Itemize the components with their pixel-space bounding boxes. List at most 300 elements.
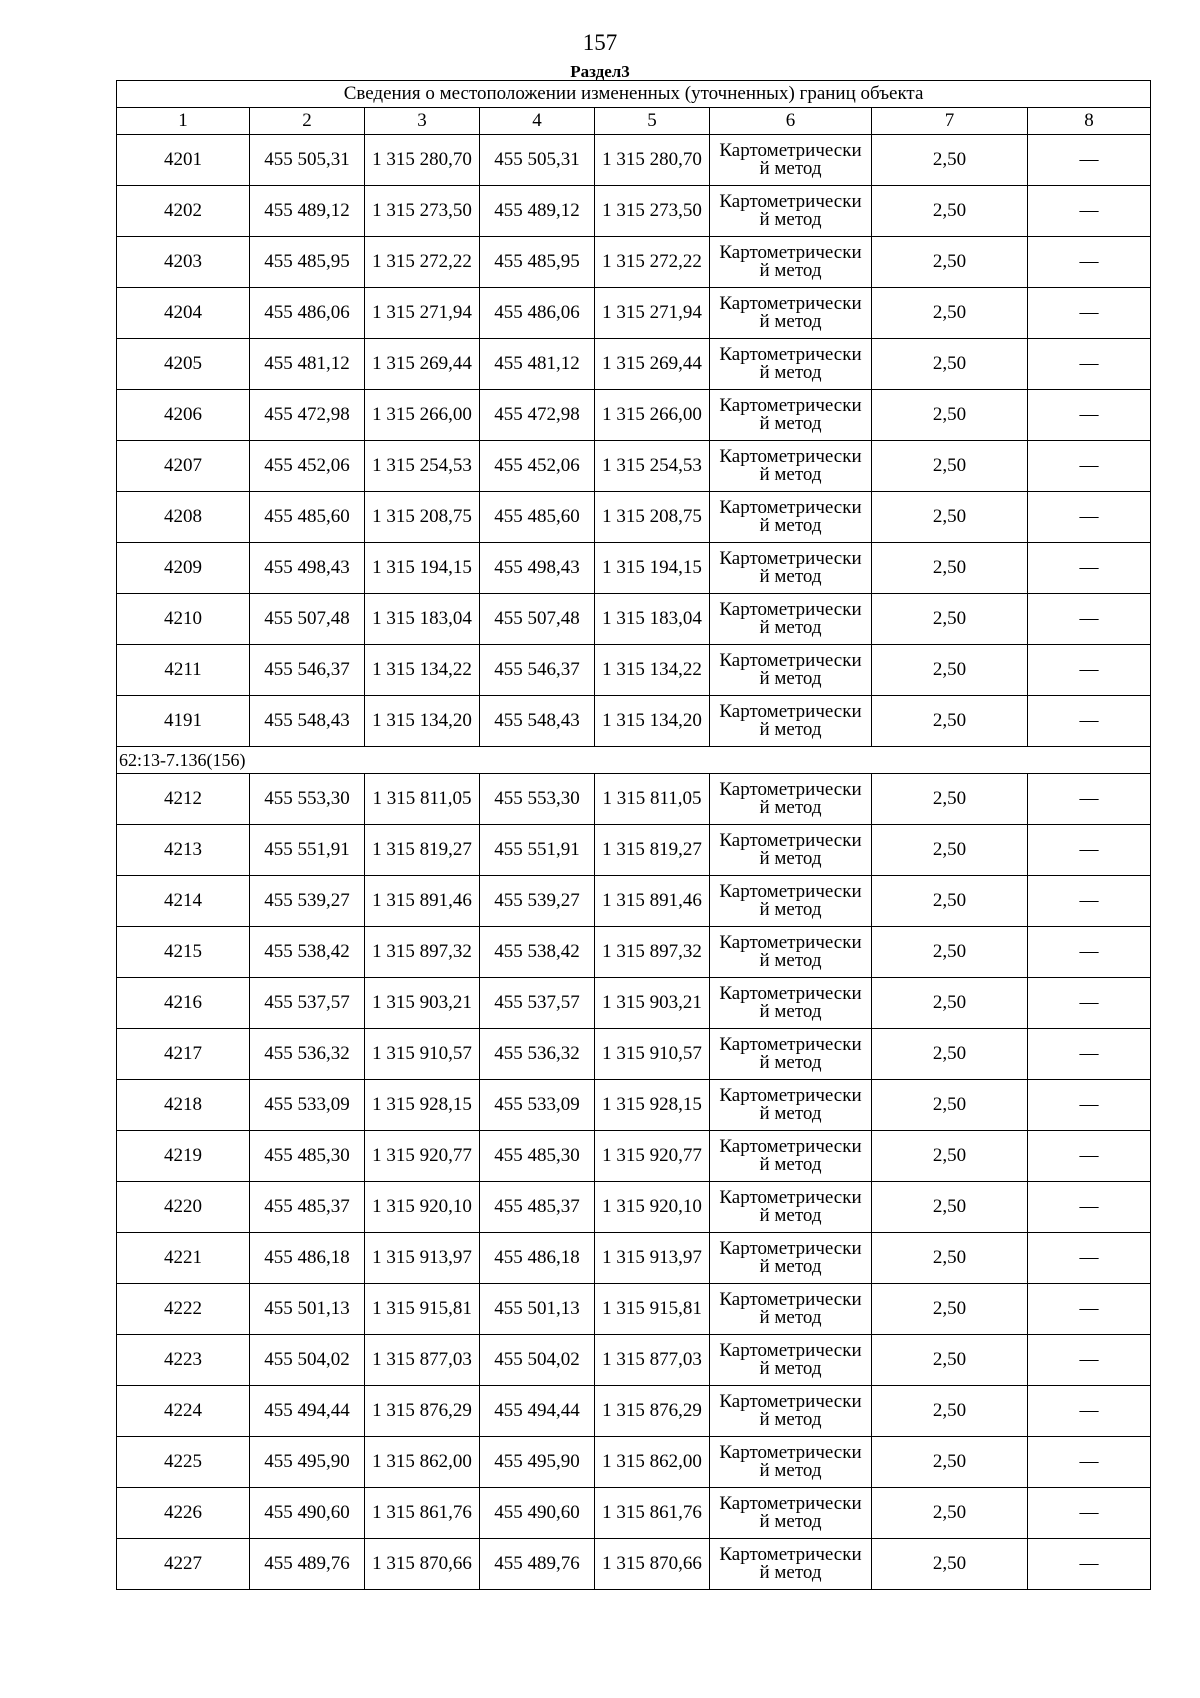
method-line: Картометрически xyxy=(719,779,862,800)
method-cell xyxy=(710,186,872,237)
old-x-cell: 455 495,90 xyxy=(250,1437,365,1488)
new-x-cell: 455 486,18 xyxy=(480,1233,595,1284)
table-row xyxy=(117,978,1151,1029)
old-x-cell: 455 489,12 xyxy=(250,186,365,237)
method-line: й метод xyxy=(759,311,822,332)
table-row xyxy=(117,1437,1151,1488)
method-cell xyxy=(710,696,872,747)
method-line: Картометрически xyxy=(719,1034,862,1055)
method-cell xyxy=(710,288,872,339)
table-row xyxy=(117,1029,1151,1080)
accuracy-cell: 2,50 xyxy=(872,696,1028,747)
new-x-cell: 455 485,95 xyxy=(480,237,595,288)
old-x-cell: 455 481,12 xyxy=(250,339,365,390)
new-y-cell: 1 315 876,29 xyxy=(595,1386,710,1437)
method-line: й метод xyxy=(759,1052,822,1073)
new-x-cell: 455 533,09 xyxy=(480,1080,595,1131)
coordinates-table xyxy=(116,80,1151,1590)
table-row xyxy=(117,1233,1151,1284)
old-x-cell: 455 533,09 xyxy=(250,1080,365,1131)
method-line: Картометрически xyxy=(719,983,862,1004)
old-x-cell: 455 537,57 xyxy=(250,978,365,1029)
page-number: 157 xyxy=(582,30,618,55)
old-y-cell: 1 315 819,27 xyxy=(365,825,480,876)
new-x-cell: 455 485,30 xyxy=(480,1131,595,1182)
point-number-cell: 4217 xyxy=(117,1029,250,1080)
table-row xyxy=(117,876,1151,927)
table-row xyxy=(117,774,1151,825)
method-line: Картометрически xyxy=(719,1493,862,1514)
new-y-cell: 1 315 897,32 xyxy=(595,927,710,978)
accuracy-cell: 2,50 xyxy=(872,339,1028,390)
accuracy-cell: 2,50 xyxy=(872,543,1028,594)
method-line: Картометрически xyxy=(719,140,862,161)
table-row xyxy=(117,1386,1151,1437)
note-cell: — xyxy=(1028,135,1151,186)
new-x-cell: 455 495,90 xyxy=(480,1437,595,1488)
accuracy-cell: 2,50 xyxy=(872,594,1028,645)
old-x-cell: 455 553,30 xyxy=(250,774,365,825)
method-line: Картометрически xyxy=(719,650,862,671)
method-cell xyxy=(710,1539,872,1590)
new-x-cell: 455 536,32 xyxy=(480,1029,595,1080)
method-line: Картометрически xyxy=(719,1136,862,1157)
accuracy-cell: 2,50 xyxy=(872,1182,1028,1233)
method-line: Картометрически xyxy=(719,830,862,851)
table-row xyxy=(117,390,1151,441)
new-y-cell: 1 315 273,50 xyxy=(595,186,710,237)
group-row xyxy=(117,747,1151,774)
point-number-cell: 4222 xyxy=(117,1284,250,1335)
point-number-cell: 4213 xyxy=(117,825,250,876)
method-line: й метод xyxy=(759,1409,822,1430)
method-line: Картометрически xyxy=(719,242,862,263)
new-x-cell: 455 498,43 xyxy=(480,543,595,594)
note-cell: — xyxy=(1028,645,1151,696)
method-line: й метод xyxy=(759,1103,822,1124)
note-cell: — xyxy=(1028,1488,1151,1539)
accuracy-cell: 2,50 xyxy=(872,135,1028,186)
note-cell: — xyxy=(1028,978,1151,1029)
accuracy-cell: 2,50 xyxy=(872,1386,1028,1437)
old-x-cell: 455 548,43 xyxy=(250,696,365,747)
column-number: 1 xyxy=(117,108,250,135)
old-x-cell: 455 472,98 xyxy=(250,390,365,441)
method-cell xyxy=(710,1335,872,1386)
new-y-cell: 1 315 254,53 xyxy=(595,441,710,492)
method-line: й метод xyxy=(759,209,822,230)
old-x-cell: 455 498,43 xyxy=(250,543,365,594)
point-number-cell: 4218 xyxy=(117,1080,250,1131)
method-line: Картометрически xyxy=(719,293,862,314)
point-number-cell: 4215 xyxy=(117,927,250,978)
new-y-cell: 1 315 194,15 xyxy=(595,543,710,594)
table-row xyxy=(117,594,1151,645)
method-line: й метод xyxy=(759,719,822,740)
column-number: 5 xyxy=(595,108,710,135)
method-line: Картометрически xyxy=(719,1085,862,1106)
method-line: й метод xyxy=(759,1562,822,1583)
method-cell xyxy=(710,594,872,645)
old-y-cell: 1 315 920,10 xyxy=(365,1182,480,1233)
method-line: Картометрически xyxy=(719,599,862,620)
method-cell xyxy=(710,1233,872,1284)
new-x-cell: 455 505,31 xyxy=(480,135,595,186)
note-cell: — xyxy=(1028,876,1151,927)
point-number-cell: 4206 xyxy=(117,390,250,441)
method-cell xyxy=(710,339,872,390)
point-number-cell: 4210 xyxy=(117,594,250,645)
method-line: й метод xyxy=(759,1307,822,1328)
new-y-cell: 1 315 920,77 xyxy=(595,1131,710,1182)
old-y-cell: 1 315 266,00 xyxy=(365,390,480,441)
old-y-cell: 1 315 891,46 xyxy=(365,876,480,927)
method-line: Картометрически xyxy=(719,1289,862,1310)
method-cell xyxy=(710,876,872,927)
new-y-cell: 1 315 134,20 xyxy=(595,696,710,747)
table-row xyxy=(117,1284,1151,1335)
method-line: й метод xyxy=(759,413,822,434)
column-number-row xyxy=(117,108,1151,135)
method-line: й метод xyxy=(759,158,822,179)
new-x-cell: 455 489,76 xyxy=(480,1539,595,1590)
method-cell xyxy=(710,390,872,441)
column-number: 2 xyxy=(250,108,365,135)
old-y-cell: 1 315 280,70 xyxy=(365,135,480,186)
method-cell xyxy=(710,825,872,876)
method-line: Картометрически xyxy=(719,497,862,518)
point-number-cell: 4225 xyxy=(117,1437,250,1488)
method-line: й метод xyxy=(759,668,822,689)
column-number: 4 xyxy=(480,108,595,135)
method-line: Картометрически xyxy=(719,548,862,569)
old-x-cell: 455 538,42 xyxy=(250,927,365,978)
new-y-cell: 1 315 910,57 xyxy=(595,1029,710,1080)
point-number-cell: 4209 xyxy=(117,543,250,594)
method-line: й метод xyxy=(759,848,822,869)
table-row xyxy=(117,1182,1151,1233)
new-x-cell: 455 481,12 xyxy=(480,339,595,390)
old-y-cell: 1 315 271,94 xyxy=(365,288,480,339)
new-x-cell: 455 485,60 xyxy=(480,492,595,543)
new-y-cell: 1 315 266,00 xyxy=(595,390,710,441)
point-number-cell: 4224 xyxy=(117,1386,250,1437)
table-caption: Сведения о местоположении измененных (уточненных) границ объекта xyxy=(117,81,1151,108)
old-y-cell: 1 315 910,57 xyxy=(365,1029,480,1080)
point-number-cell: 4212 xyxy=(117,774,250,825)
table-row xyxy=(117,186,1151,237)
method-line: Картометрически xyxy=(719,1187,862,1208)
point-number-cell: 4202 xyxy=(117,186,250,237)
old-x-cell: 455 504,02 xyxy=(250,1335,365,1386)
method-cell xyxy=(710,978,872,1029)
old-y-cell: 1 315 862,00 xyxy=(365,1437,480,1488)
method-line: й метод xyxy=(759,1001,822,1022)
method-line: й метод xyxy=(759,515,822,536)
new-y-cell: 1 315 208,75 xyxy=(595,492,710,543)
method-line: Картометрически xyxy=(719,395,862,416)
method-line: й метод xyxy=(759,1205,822,1226)
old-y-cell: 1 315 254,53 xyxy=(365,441,480,492)
accuracy-cell: 2,50 xyxy=(872,1080,1028,1131)
new-y-cell: 1 315 903,21 xyxy=(595,978,710,1029)
new-y-cell: 1 315 861,76 xyxy=(595,1488,710,1539)
method-cell xyxy=(710,492,872,543)
new-x-cell: 455 551,91 xyxy=(480,825,595,876)
method-cell xyxy=(710,1437,872,1488)
accuracy-cell: 2,50 xyxy=(872,1029,1028,1080)
table-row xyxy=(117,237,1151,288)
method-line: Картометрически xyxy=(719,1544,862,1565)
note-cell: — xyxy=(1028,1539,1151,1590)
note-cell: — xyxy=(1028,543,1151,594)
new-y-cell: 1 315 134,22 xyxy=(595,645,710,696)
note-cell: — xyxy=(1028,774,1151,825)
note-cell: — xyxy=(1028,1182,1151,1233)
new-y-cell: 1 315 915,81 xyxy=(595,1284,710,1335)
new-y-cell: 1 315 891,46 xyxy=(595,876,710,927)
point-number-cell: 4205 xyxy=(117,339,250,390)
old-x-cell: 455 501,13 xyxy=(250,1284,365,1335)
old-y-cell: 1 315 920,77 xyxy=(365,1131,480,1182)
point-number-cell: 4226 xyxy=(117,1488,250,1539)
old-x-cell: 455 489,76 xyxy=(250,1539,365,1590)
new-x-cell: 455 485,37 xyxy=(480,1182,595,1233)
new-y-cell: 1 315 877,03 xyxy=(595,1335,710,1386)
table-row xyxy=(117,1335,1151,1386)
note-cell: — xyxy=(1028,1029,1151,1080)
point-number-cell: 4211 xyxy=(117,645,250,696)
accuracy-cell: 2,50 xyxy=(872,774,1028,825)
accuracy-cell: 2,50 xyxy=(872,1335,1028,1386)
new-x-cell: 455 494,44 xyxy=(480,1386,595,1437)
accuracy-cell: 2,50 xyxy=(872,186,1028,237)
new-y-cell: 1 315 913,97 xyxy=(595,1233,710,1284)
old-y-cell: 1 315 194,15 xyxy=(365,543,480,594)
accuracy-cell: 2,50 xyxy=(872,1284,1028,1335)
note-cell: — xyxy=(1028,441,1151,492)
accuracy-cell: 2,50 xyxy=(872,1233,1028,1284)
method-line: Картометрически xyxy=(719,344,862,365)
old-y-cell: 1 315 134,22 xyxy=(365,645,480,696)
new-y-cell: 1 315 269,44 xyxy=(595,339,710,390)
note-cell: — xyxy=(1028,390,1151,441)
method-line: й метод xyxy=(759,566,822,587)
column-number: 8 xyxy=(1028,108,1151,135)
table-row xyxy=(117,1131,1151,1182)
point-number-cell: 4204 xyxy=(117,288,250,339)
new-y-cell: 1 315 811,05 xyxy=(595,774,710,825)
method-cell xyxy=(710,1284,872,1335)
method-line: Картометрически xyxy=(719,191,862,212)
old-y-cell: 1 315 272,22 xyxy=(365,237,480,288)
method-line: й метод xyxy=(759,1154,822,1175)
new-x-cell: 455 486,06 xyxy=(480,288,595,339)
note-cell: — xyxy=(1028,492,1151,543)
column-number: 7 xyxy=(872,108,1028,135)
note-cell: — xyxy=(1028,339,1151,390)
old-y-cell: 1 315 134,20 xyxy=(365,696,480,747)
method-line: й метод xyxy=(759,1256,822,1277)
old-y-cell: 1 315 273,50 xyxy=(365,186,480,237)
new-x-cell: 455 504,02 xyxy=(480,1335,595,1386)
accuracy-cell: 2,50 xyxy=(872,1488,1028,1539)
new-y-cell: 1 315 928,15 xyxy=(595,1080,710,1131)
old-y-cell: 1 315 897,32 xyxy=(365,927,480,978)
old-y-cell: 1 315 928,15 xyxy=(365,1080,480,1131)
old-x-cell: 455 486,18 xyxy=(250,1233,365,1284)
new-y-cell: 1 315 183,04 xyxy=(595,594,710,645)
new-y-cell: 1 315 862,00 xyxy=(595,1437,710,1488)
old-y-cell: 1 315 269,44 xyxy=(365,339,480,390)
old-y-cell: 1 315 876,29 xyxy=(365,1386,480,1437)
table-row xyxy=(117,1539,1151,1590)
new-x-cell: 455 452,06 xyxy=(480,441,595,492)
old-y-cell: 1 315 877,03 xyxy=(365,1335,480,1386)
method-cell xyxy=(710,237,872,288)
method-line: Картометрически xyxy=(719,1340,862,1361)
note-cell: — xyxy=(1028,825,1151,876)
accuracy-cell: 2,50 xyxy=(872,645,1028,696)
old-y-cell: 1 315 861,76 xyxy=(365,1488,480,1539)
accuracy-cell: 2,50 xyxy=(872,927,1028,978)
note-cell: — xyxy=(1028,1131,1151,1182)
accuracy-cell: 2,50 xyxy=(872,441,1028,492)
note-cell: — xyxy=(1028,186,1151,237)
accuracy-cell: 2,50 xyxy=(872,288,1028,339)
method-line: Картометрически xyxy=(719,1391,862,1412)
group-label: 62:13-7.136(156) xyxy=(117,747,1151,774)
point-number-cell: 4220 xyxy=(117,1182,250,1233)
old-x-cell: 455 485,30 xyxy=(250,1131,365,1182)
method-line: й метод xyxy=(759,950,822,971)
new-x-cell: 455 501,13 xyxy=(480,1284,595,1335)
table-row xyxy=(117,543,1151,594)
point-number-cell: 4227 xyxy=(117,1539,250,1590)
accuracy-cell: 2,50 xyxy=(872,876,1028,927)
old-x-cell: 455 505,31 xyxy=(250,135,365,186)
method-line: й метод xyxy=(759,464,822,485)
method-cell xyxy=(710,1488,872,1539)
old-x-cell: 455 539,27 xyxy=(250,876,365,927)
table-row xyxy=(117,441,1151,492)
table-row xyxy=(117,339,1151,390)
old-y-cell: 1 315 208,75 xyxy=(365,492,480,543)
method-cell xyxy=(710,645,872,696)
new-x-cell: 455 538,42 xyxy=(480,927,595,978)
method-line: Картометрически xyxy=(719,932,862,953)
method-cell xyxy=(710,135,872,186)
point-number-cell: 4207 xyxy=(117,441,250,492)
old-y-cell: 1 315 811,05 xyxy=(365,774,480,825)
new-x-cell: 455 548,43 xyxy=(480,696,595,747)
section-title: Раздел3 xyxy=(570,62,630,81)
new-y-cell: 1 315 271,94 xyxy=(595,288,710,339)
method-cell xyxy=(710,543,872,594)
method-line: й метод xyxy=(759,797,822,818)
method-line: й метод xyxy=(759,1460,822,1481)
table-body xyxy=(117,135,1151,1590)
method-line: Картометрически xyxy=(719,701,862,722)
table-row xyxy=(117,1488,1151,1539)
method-line: Картометрически xyxy=(719,1238,862,1259)
note-cell: — xyxy=(1028,696,1151,747)
new-x-cell: 455 507,48 xyxy=(480,594,595,645)
method-line: й метод xyxy=(759,1511,822,1532)
method-cell xyxy=(710,1182,872,1233)
note-cell: — xyxy=(1028,1386,1151,1437)
note-cell: — xyxy=(1028,1284,1151,1335)
method-cell xyxy=(710,774,872,825)
method-cell xyxy=(710,1131,872,1182)
method-line: Картометрически xyxy=(719,881,862,902)
new-x-cell: 455 472,98 xyxy=(480,390,595,441)
old-y-cell: 1 315 913,97 xyxy=(365,1233,480,1284)
new-y-cell: 1 315 920,10 xyxy=(595,1182,710,1233)
old-y-cell: 1 315 903,21 xyxy=(365,978,480,1029)
new-x-cell: 455 553,30 xyxy=(480,774,595,825)
new-x-cell: 455 546,37 xyxy=(480,645,595,696)
point-number-cell: 4221 xyxy=(117,1233,250,1284)
old-y-cell: 1 315 870,66 xyxy=(365,1539,480,1590)
note-cell: — xyxy=(1028,927,1151,978)
new-x-cell: 455 490,60 xyxy=(480,1488,595,1539)
method-cell xyxy=(710,1080,872,1131)
point-number-cell: 4201 xyxy=(117,135,250,186)
table-row xyxy=(117,288,1151,339)
old-x-cell: 455 485,95 xyxy=(250,237,365,288)
table-row xyxy=(117,825,1151,876)
old-x-cell: 455 536,32 xyxy=(250,1029,365,1080)
accuracy-cell: 2,50 xyxy=(872,1131,1028,1182)
accuracy-cell: 2,50 xyxy=(872,1437,1028,1488)
note-cell: — xyxy=(1028,237,1151,288)
method-cell xyxy=(710,927,872,978)
new-x-cell: 455 489,12 xyxy=(480,186,595,237)
table-row xyxy=(117,135,1151,186)
new-x-cell: 455 537,57 xyxy=(480,978,595,1029)
note-cell: — xyxy=(1028,1437,1151,1488)
method-line: Картометрически xyxy=(719,1442,862,1463)
point-number-cell: 4223 xyxy=(117,1335,250,1386)
note-cell: — xyxy=(1028,1080,1151,1131)
table-row xyxy=(117,927,1151,978)
point-number-cell: 4219 xyxy=(117,1131,250,1182)
old-x-cell: 455 485,37 xyxy=(250,1182,365,1233)
method-line: Картометрически xyxy=(719,446,862,467)
column-number: 6 xyxy=(710,108,872,135)
table-row xyxy=(117,696,1151,747)
method-cell xyxy=(710,1029,872,1080)
old-x-cell: 455 494,44 xyxy=(250,1386,365,1437)
accuracy-cell: 2,50 xyxy=(872,1539,1028,1590)
table-row xyxy=(117,1080,1151,1131)
method-cell xyxy=(710,1386,872,1437)
method-line: й метод xyxy=(759,617,822,638)
new-y-cell: 1 315 280,70 xyxy=(595,135,710,186)
table-row xyxy=(117,645,1151,696)
note-cell: — xyxy=(1028,594,1151,645)
point-number-cell: 4191 xyxy=(117,696,250,747)
method-cell xyxy=(710,441,872,492)
method-line: й метод xyxy=(759,362,822,383)
old-x-cell: 455 485,60 xyxy=(250,492,365,543)
note-cell: — xyxy=(1028,288,1151,339)
old-y-cell: 1 315 183,04 xyxy=(365,594,480,645)
accuracy-cell: 2,50 xyxy=(872,492,1028,543)
accuracy-cell: 2,50 xyxy=(872,390,1028,441)
old-x-cell: 455 452,06 xyxy=(250,441,365,492)
